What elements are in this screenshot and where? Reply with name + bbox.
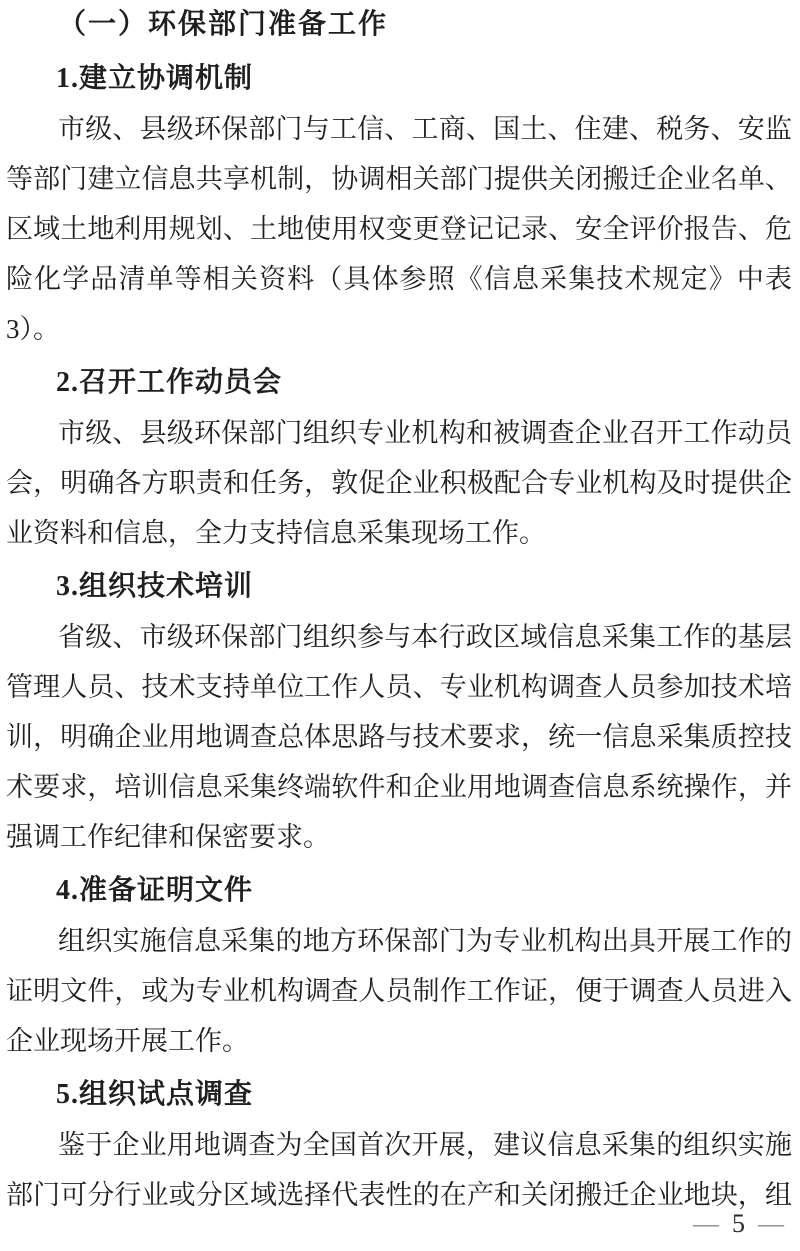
body-line: 等部门建立信息共享机制，协调相关部门提供关闭搬迁企业名单、 (6, 164, 792, 194)
section-title: （一）环保部门准备工作 (58, 9, 389, 40)
body-line: 业资料和信息，全力支持信息采集现场工作。 (6, 518, 546, 548)
page-number-value: 5 (732, 1209, 745, 1238)
page-number-dash-left: — (693, 1209, 719, 1238)
subsection-heading-1: 1.建立协调机制 (56, 63, 254, 94)
body-line: 企业现场开展工作。 (6, 1026, 249, 1056)
body-line: 险化学品清单等相关资料（具体参照《信息采集技术规定》中表3）。 (6, 264, 792, 344)
subsection-heading-4: 4.准备证明文件 (56, 875, 254, 906)
body-line: 组织实施信息采集的地方环保部门为专业机构出具开展工作的 (58, 926, 792, 956)
body-line: 区域土地利用规划、土地使用权变更登记记录、安全评价报告、危 (6, 214, 792, 244)
body-line: 管理人员、技术支持单位工作人员、专业机构调查人员参加技术培 (6, 672, 792, 702)
body-line: 会，明确各方职责和任务，敦促企业积极配合专业机构及时提供企 (6, 468, 792, 498)
subsection-heading-2: 2.召开工作动员会 (56, 367, 283, 398)
body-line: 训，明确企业用地调查总体思路与技术要求，统一信息采集质控技 (6, 722, 792, 752)
body-line: 鉴于企业用地调查为全国首次开展，建议信息采集的组织实施 (58, 1130, 792, 1160)
body-line: 省级、市级环保部门组织参与本行政区域信息采集工作的基层 (58, 622, 792, 652)
body-line: 部门可分行业或分区域选择代表性的在产和关闭搬迁企业地块，组 (6, 1180, 792, 1210)
document-body (6, 0, 792, 1220)
subsection-heading-3: 3.组织技术培训 (56, 571, 254, 602)
subsection-heading-5: 5.组织试点调查 (56, 1079, 254, 1110)
body-line: 证明文件，或为专业机构调查人员制作工作证，便于调查人员进入 (6, 976, 792, 1006)
body-line: 市级、县级环保部门组织专业机构和被调查企业召开工作动员 (58, 418, 792, 448)
body-line: 术要求，培训信息采集终端软件和企业用地调查信息系统操作，并 (6, 772, 792, 802)
body-line: 强调工作纪律和保密要求。 (6, 822, 330, 852)
body-line: 市级、县级环保部门与工信、工商、国土、住建、税务、安监 (58, 114, 792, 144)
page-number (693, 1206, 784, 1242)
page-number-dash-right: — (758, 1209, 784, 1238)
